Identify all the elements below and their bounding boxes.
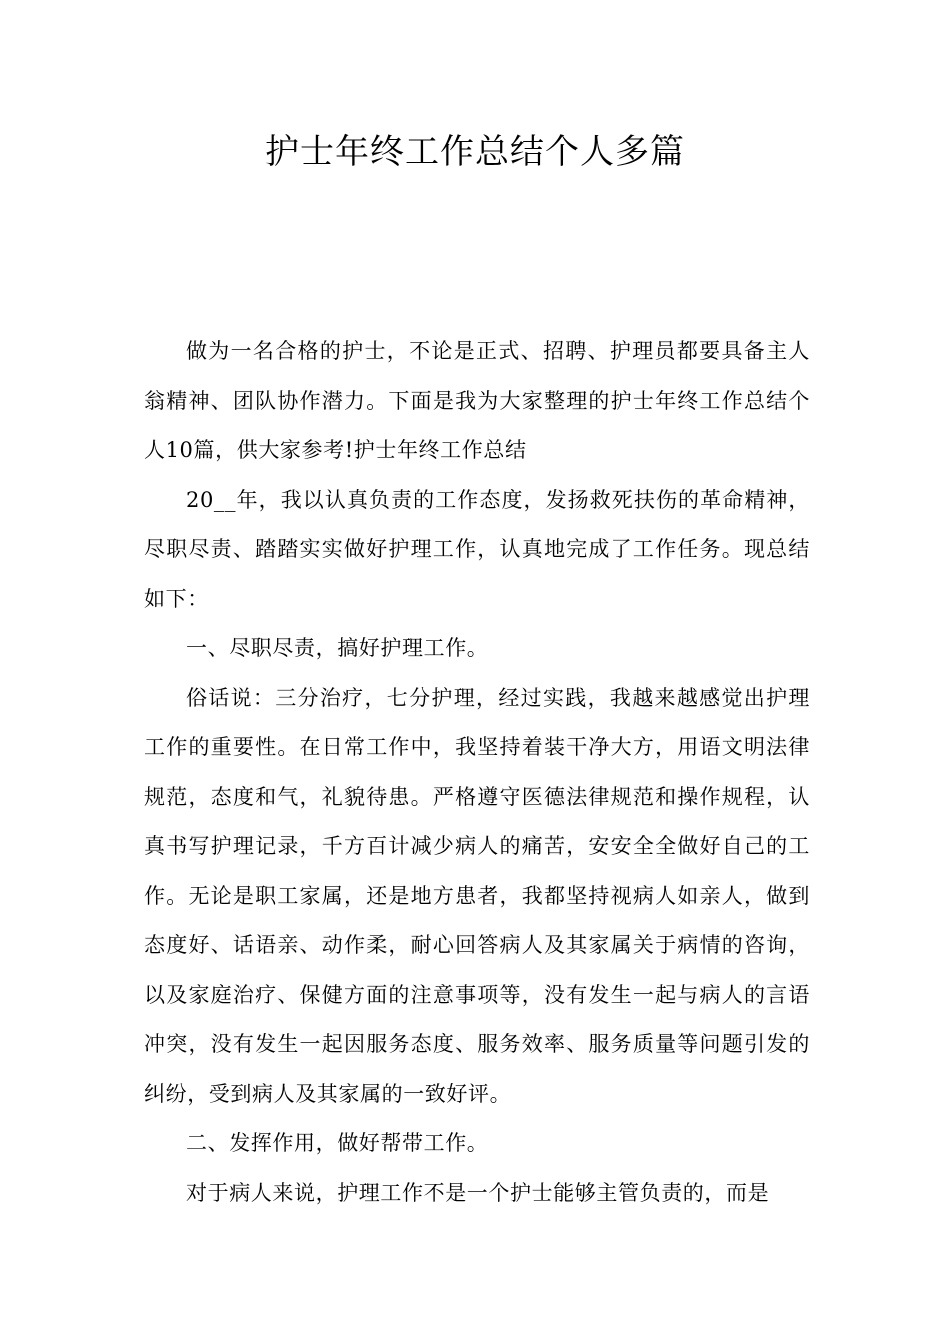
document-body — [144, 327, 810, 1218]
document-title: 护士年终工作总结个人多篇 — [265, 132, 685, 172]
paragraph-intro: 做为一名合格的护士，不论是正式、招聘、护理员都要具备主人翁精神、团队协作潜力。下面是我为大家整理的护士年终工作总结个人10篇，供大家参考!护士年终工作总结 — [144, 339, 810, 462]
paragraph-year-summary: 20__年，我以认真负责的工作态度，发扬救死扶伤的革命精神，尽职尽责、踏踏实实做好护理工作，认真地完成了工作任务。现总结如下： — [144, 487, 810, 611]
section-heading-2: 二、发挥作用，做好帮带工作。 — [186, 1131, 489, 1155]
paragraph-section-1: 俗话说：三分治疗，七分护理，经过实践，我越来越感觉出护理工作的重要性。在日常工作中，我坚持着装干净大方，用语文明法律规范，态度和气，礼貌待患。严格遵守医德法律规范和操作规程，认真书写护理记录，千方百计减少病人的痛苦，安安全全做好自己的工作。无论是职工家属，还是地方患者，我都坚持视病人如亲人，做到态度好、话语亲、动作柔，耐心回答病人及其家属关于病情的咨询，以及家庭治疗、保健方面的注意事项等，没有发生一起与病人的言语冲突，没有发生一起因服务态度、服务效率、服务质量等问题引发的纠纷，受到病人及其家属的一致好评。 — [144, 685, 810, 1106]
section-heading-1: 一、尽职尽责，搞好护理工作。 — [186, 636, 489, 660]
paragraph-section-2: 对于病人来说，护理工作不是一个护士能够主管负责的，而是 — [186, 1180, 770, 1205]
